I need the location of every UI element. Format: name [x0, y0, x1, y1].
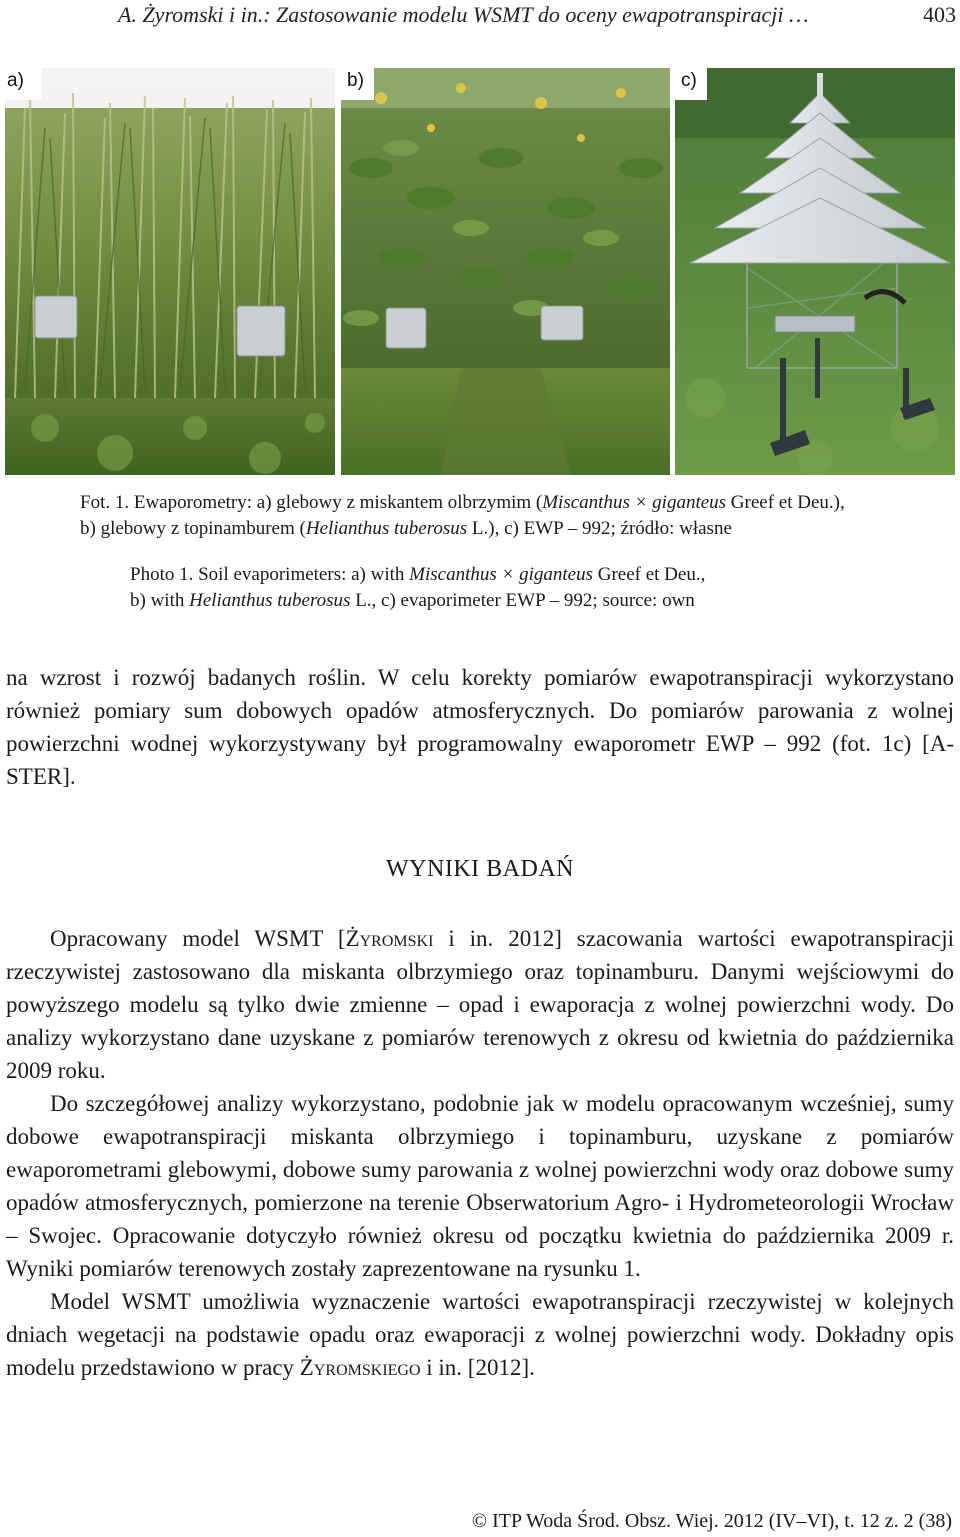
photo-label-a: a)	[5, 68, 42, 100]
photo-label-b: b)	[341, 68, 374, 100]
running-header	[0, 0, 960, 30]
figure-caption-polish	[80, 490, 940, 542]
results-section-body	[6, 922, 954, 1384]
caption-pl-line1-pre: Fot. 1. Ewaporometry: a) glebowy z miskantem olbrzymim (	[80, 492, 543, 513]
caption-en-line2-post: L., c) evaporimeter EWP – 992; source: own	[350, 590, 695, 611]
caption-en-line2-species: Helianthus tuberosus	[189, 590, 351, 611]
p2-author-smallcaps: yromski	[359, 926, 434, 951]
caption-en-line2-pre: b) with	[130, 590, 190, 611]
caption-pl-line1-species: Miscanthus × giganteus	[542, 492, 727, 513]
photo-b-helianthus	[341, 68, 670, 475]
journal-footer: © ITP Woda Środ. Obsz. Wiej. 2012 (IV–VI), t. 12 z. 2 (38)	[471, 1510, 952, 1532]
figure-caption-english	[130, 562, 890, 614]
miscanthus-image	[5, 68, 335, 475]
caption-en-line1-pre: Photo 1. Soil evaporimeters: a) with	[130, 564, 410, 585]
paragraph-methods-continued	[6, 661, 954, 793]
photo-label-c: c)	[675, 68, 707, 100]
p2-text-pre: Opracowany model WSMT [Ż	[50, 926, 360, 951]
paragraph-4	[6, 1285, 954, 1384]
p2-text-post: i in. 2012] szacowania wartości ewapotranspiracji rzeczywistej zastosowano dla miskanta olbrzymiego oraz topinamburu. Danymi wejściowymi do powyższego modelu są tylko dwie zmienne – opad i ewaporacja z wolnej powierzchni wody. Do analizy wykorzystano dane uzyskane z pomiarów terenowych z okresu od kwietnia do października 2009 roku.	[6, 926, 954, 1083]
p4-text-pre: Model WSMT umożliwia wyznaczenie wartości ewapotranspiracji rzeczywistej w kolejnych dniach wegetacji na podstawie opadu oraz ewaporacji z wolnej powierzchni wody. Dokładny opis modelu przedstawiono w pracy Ż	[6, 1289, 954, 1380]
caption-en-line2	[130, 588, 890, 614]
paragraph-3: Do szczegółowej analizy wykorzystano, podobnie jak w modelu opracowanym wcześniej, sumy dobowe ewapotranspiracji miskanta olbrzymiego i topinamburu, uzyskane z pomiarów ewaporometrami glebowymi, dobowe sumy parowania z wolnej powierzchni wody oraz dobowe sumy opadów atmosferycznych, pomierzone na terenie Obserwatorium Agro- i Hydrometeorologii Wrocław – Swojec. Opracowanie dotyczyło również okresu od początku kwietnia do października 2009 r. Wyniki pomiarów terenowych zostały zaprezentowane na rysunku 1.	[6, 1091, 954, 1281]
paragraph-2	[6, 922, 954, 1087]
p4-text-post: i in. [2012].	[420, 1355, 535, 1380]
p4-author-smallcaps: yromskiego	[313, 1355, 421, 1380]
section-heading: WYNIKI BADAŃ	[386, 856, 574, 882]
caption-pl-line2	[80, 516, 940, 542]
caption-pl-line2-pre: b) glebowy z topinamburem (	[80, 518, 306, 539]
photo-a-miscanthus	[5, 68, 335, 475]
caption-en-line1-post: Greef et Deu.,	[592, 564, 706, 585]
caption-pl-line2-species: Helianthus tuberosus	[305, 518, 468, 539]
caption-pl-line2-post: L.), c) EWP – 992; źródło: własne	[467, 518, 732, 539]
photo-c-ewp-evaporimeter	[675, 68, 955, 475]
ewp-evaporimeter-image	[675, 68, 955, 475]
running-title: A. Żyromski i in.: Zastosowanie modelu WSMT do oceny ewapotranspiracji …	[118, 2, 809, 27]
page-number: 403	[923, 2, 956, 27]
helianthus-image	[341, 68, 670, 475]
caption-pl-line1-post: Greef et Deu.),	[726, 492, 845, 513]
paragraph-1: na wzrost i rozwój badanych roślin. W celu korekty pomiarów ewapotranspiracji wykorzystano również pomiary sum dobowych opadów atmosferycznych. Do pomiarów parowania z wolnej powierzchni wodnej wykorzystywany był programowalny ewaporometr EWP – 992 (fot. 1c) [A-STER].	[6, 665, 954, 789]
caption-en-line1-species: Miscanthus × giganteus	[409, 564, 593, 585]
